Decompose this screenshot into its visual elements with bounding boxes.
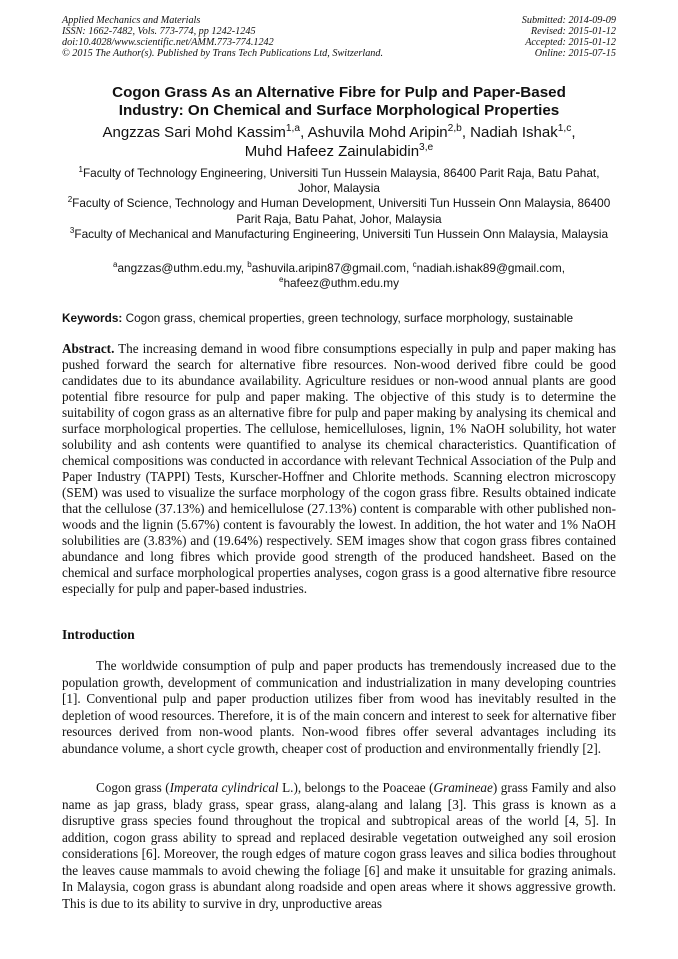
paper-title [62,84,616,120]
affiliation-text: Faculty of Science, Technology and Human Development, Universiti Tun Hussein Onn Malaysia, 86400 Parit Raja, Batu Pahat, Johor, Malaysia [72,196,611,226]
email-list [62,261,616,291]
email-mark: b [247,260,252,270]
author-affil-mark: 1,c [557,123,572,134]
journal-issn: ISSN: 1662-7482, Vols. 773-774, pp 1242-1245 [62,26,256,37]
author: Angzzas Sari Mohd Kassim [102,124,286,141]
author-separator: , [571,124,576,141]
email-separator: , [406,261,413,275]
section-heading-introduction: Introduction [62,627,135,642]
affiliation-list [62,166,616,242]
email-mark: c [412,260,417,270]
author-affil-mark: 3,e [419,142,434,153]
intro-text: Cogon grass ( [96,780,170,795]
intro-text: ) grass Family and also name as jap grass, blady grass, spear grass, alang-alang and lalang [3]. This grass is known as a disruptive grass species found throughout the tropical and subtropical areas of the world [4, 5]. In addition, cogon grass ability to spread and replaced desirable vegetation outweighed any soil erosion considerations [6]. Moreover, the rough edges of mature cogon grass leaves and silica bodies throughout the leaves cause mammals to avoid chewing the foliage [6] and make it unsuitable for grazing animals. In Malaysia, cogon grass is abundant along roadside and open areas where it shows aggressive growth. This is due to its ability to survive in dry, unproductive areas [62,780,616,911]
email-link[interactable]: hafeez@uthm.edu.my [283,276,400,290]
intro-paragraph-2 [62,780,616,912]
email-separator: , [240,261,248,275]
abstract-block [62,341,616,597]
affiliation-item [62,227,616,242]
abstract-text: The increasing demand in wood fibre consumptions especially in pulp and paper making has pushed forward the search for alternative fibre resources. Non-wood derived fibre could be good candidates due to its abundance availability. Agriculture residues or non-wood annual plants are good potential fibre resource for pulp and paper making. The objective of this study is to determine the suitability of cogon grass as an alternative fibre for pulp and paper making by analysing its chemical and surface morphological properties. The cellulose, hemicelluloses, lignin, 1% NaOH solubility, hot water solubility and ash contents were quantified to analyse its chemical characteristics. Quantification of chemical compositions was conducted in accordance with relevant Technical Association of the Pulp and Paper Industry (TAPPI) Tests, Kurscher-Hoffner and Chlorite methods. Scanning electron microscopy (SEM) was used to visualize the surface morphology of the cogon grass fibre. Results obtained indicate that the cellulose (37.13%) and hemicellulose (27.13%) content is comparable with other published non-woods and the lignin (5.67%) content is favourably the lowest. In addition, the hot water and 1% NaOH solubilities are (3.83%) and (19.64%) respectively. SEM images show that cogon grass fibres contained abundance and long fibres which provide good strength of the produced handsheet. Based on the chemical and surface morphological properties analyses, cogon grass is a good alternative fibre resource especially for pulp and paper-based industries. [62,341,616,596]
email-link[interactable]: angzzas@uthm.edu.my [117,261,241,275]
intro-paragraph-1: The worldwide consumption of pulp and paper products has tremendously increased due to the population growth, development of communication and industrialization in many developing countries [1]. Conventional pulp and paper production utilizes fiber from wood has inevitably resulted in the depletion of wood resources. Therefore, it is of the main concern and interest to seek for alternative fiber resources derived from non-wood plants. Non-wood fibres offer several advantages including its abundance volume, a short cycle growth, cheaper cost of production and environmentally friendly [2]. [62,658,616,756]
keywords-text: Cogon grass, chemical properties, green technology, surface morphology, sustainable [122,311,574,325]
intro-text: L.), belongs to the Poaceae ( [278,780,434,795]
online-date: Online: 2015-07-15 [534,48,616,59]
title-line-1: Cogon Grass As an Alternative Fibre for Pulp and Paper-Based [112,84,566,101]
accepted-date: Accepted: 2015-01-12 [525,37,616,48]
journal-header-left [62,15,383,59]
author-affil-mark: 1,a [285,123,301,134]
journal-header-right [522,15,616,59]
journal-doi[interactable]: doi:10.4028/www.scientific.net/AMM.773-774.1242 [62,37,274,48]
email-link[interactable]: ashuvila.aripin87@gmail.com [251,261,407,275]
keywords-label: Keywords: [62,311,123,325]
keywords-line [62,311,616,326]
species-name: Imperata cylindrical [169,780,279,795]
affiliation-text: Faculty of Technology Engineering, Universiti Tun Hussein Malaysia, 86400 Parit Raja, Batu Pahat, Johor, Malaysia [82,166,600,196]
revised-date: Revised: 2015-01-12 [530,26,616,37]
email-link[interactable]: nadiah.ishak89@gmail.com [416,261,562,275]
submitted-date: Submitted: 2014-09-09 [521,15,616,26]
affiliation-item [62,166,616,196]
affiliation-text: Faculty of Mechanical and Manufacturing Engineering, Universiti Tun Hussein Onn Malaysia, Malaysia [74,226,609,241]
author: Muhd Hafeez Zainulabidin [244,143,420,160]
family-name: Gramineae [433,780,493,795]
author-affil-mark: 2,b [447,123,462,134]
affiliation-item [62,196,616,226]
email-separator: , [561,261,565,275]
journal-name: Applied Mechanics and Materials [62,15,201,26]
author: Nadiah Ishak [470,124,558,141]
email-mark: e [278,275,284,285]
affiliation-number: 1 [78,165,83,175]
author-separator: , [300,124,308,141]
email-mark: a [113,260,118,270]
author: Ashuvila Mohd Aripin [307,124,448,141]
copyright-line: © 2015 The Author(s). Published by Trans Tech Publications Ltd, Switzerland. [62,48,384,59]
affiliation-number: 3 [69,225,75,235]
author-list [62,123,616,161]
author-separator: , [461,124,471,141]
abstract-label: Abstract. [62,341,115,356]
title-line-2: Industry: On Chemical and Surface Morphological Properties [118,102,560,119]
affiliation-number: 2 [67,195,73,205]
